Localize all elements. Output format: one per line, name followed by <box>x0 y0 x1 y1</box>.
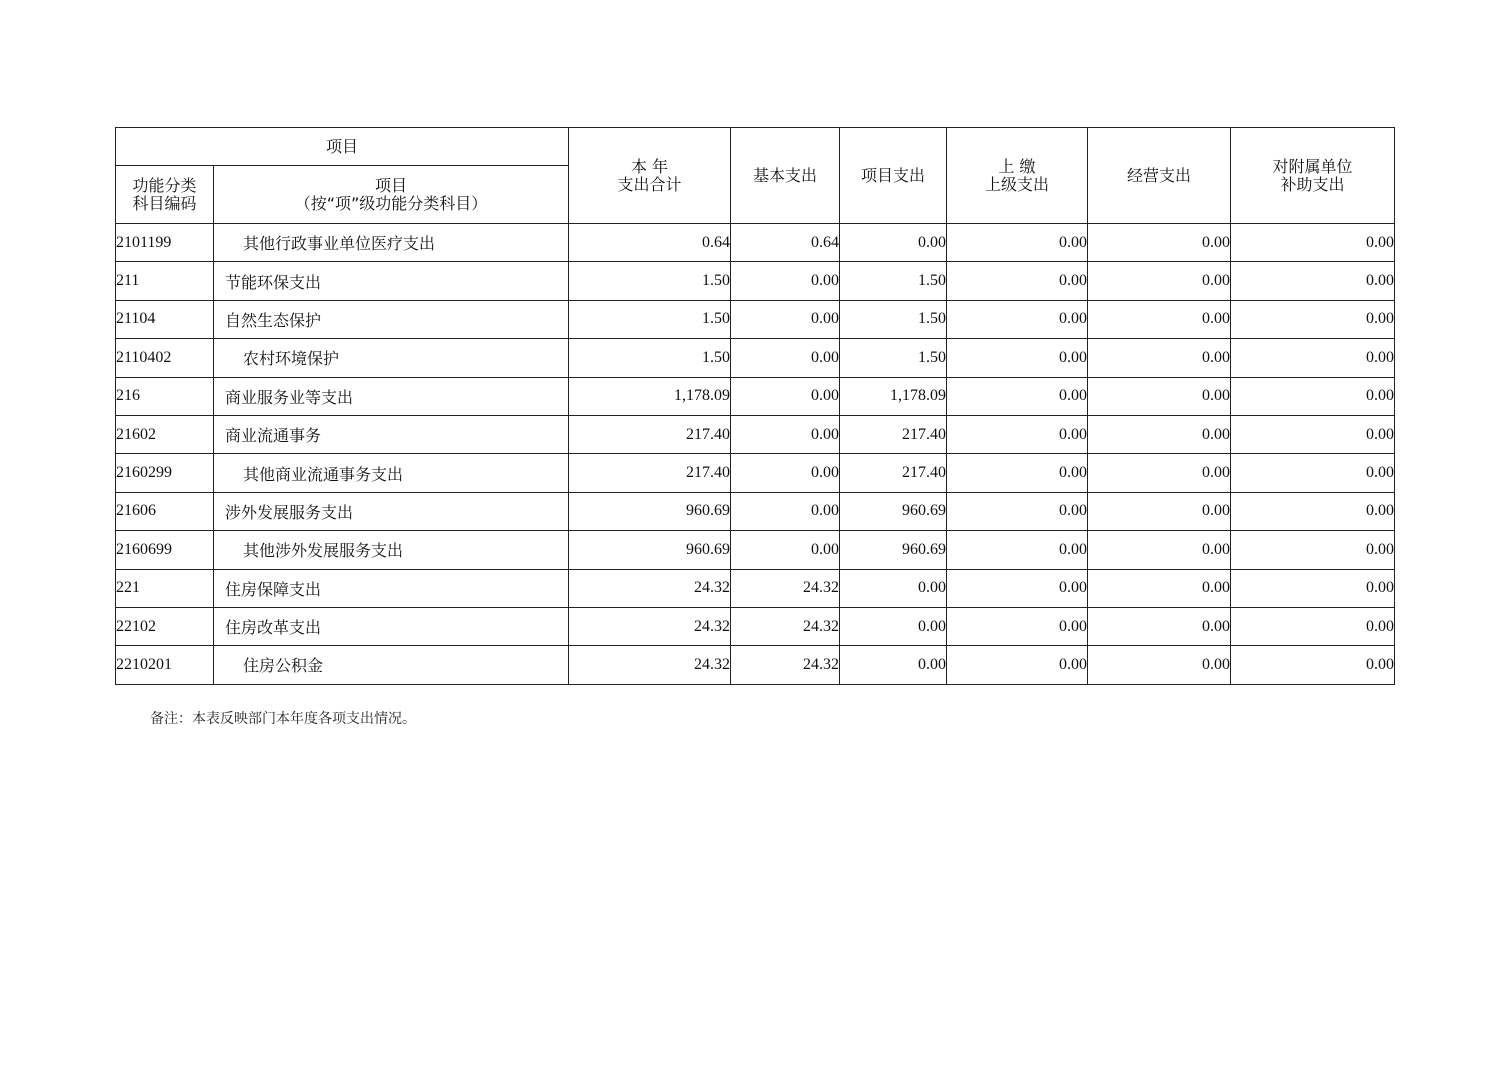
table-row <box>116 531 1395 569</box>
cell-project: 960.69 <box>840 531 947 569</box>
cell-total: 960.69 <box>569 531 731 569</box>
cell-name: 住房改革支出 <box>214 607 569 645</box>
cell-upper: 0.00 <box>947 607 1088 645</box>
header-upper-line2: 上级支出 <box>985 174 1050 194</box>
header-operation: 经营支出 <box>1088 128 1231 224</box>
header-name-line2: （按“项”级功能分类科目） <box>294 193 488 213</box>
header-name <box>214 166 569 224</box>
cell-subsidy: 0.00 <box>1231 415 1395 453</box>
cell-subsidy: 0.00 <box>1231 607 1395 645</box>
table-row <box>116 607 1395 645</box>
cell-basic: 0.00 <box>731 377 840 415</box>
cell-total: 960.69 <box>569 492 731 530</box>
cell-project: 217.40 <box>840 415 947 453</box>
cell-upper: 0.00 <box>947 646 1088 684</box>
cell-name: 节能环保支出 <box>214 262 569 300</box>
cell-project: 0.00 <box>840 607 947 645</box>
cell-name: 商业流通事务 <box>214 415 569 453</box>
cell-name: 自然生态保护 <box>214 300 569 338</box>
header-subsidy-line1: 对附属单位 <box>1272 156 1353 176</box>
header-code-line2: 科目编码 <box>132 193 197 213</box>
cell-operation: 0.00 <box>1088 531 1231 569</box>
cell-total: 217.40 <box>569 454 731 492</box>
cell-code: 2160699 <box>116 531 214 569</box>
cell-code: 2210201 <box>116 646 214 684</box>
header-code <box>116 166 214 224</box>
cell-code: 22102 <box>116 607 214 645</box>
cell-subsidy: 0.00 <box>1231 569 1395 607</box>
cell-name: 住房保障支出 <box>214 569 569 607</box>
cell-project: 0.00 <box>840 569 947 607</box>
cell-project: 1.50 <box>840 339 947 377</box>
cell-operation: 0.00 <box>1088 262 1231 300</box>
header-total-line2: 支出合计 <box>617 174 682 194</box>
cell-upper: 0.00 <box>947 224 1088 262</box>
header-code-line1: 功能分类 <box>132 175 197 195</box>
cell-project: 1.50 <box>840 262 947 300</box>
cell-name: 涉外发展服务支出 <box>214 492 569 530</box>
cell-total: 24.32 <box>569 569 731 607</box>
cell-basic: 0.00 <box>731 300 840 338</box>
header-total-line1: 本 年 <box>630 156 669 176</box>
cell-subsidy: 0.00 <box>1231 339 1395 377</box>
cell-upper: 0.00 <box>947 300 1088 338</box>
cell-operation: 0.00 <box>1088 646 1231 684</box>
cell-operation: 0.00 <box>1088 224 1231 262</box>
cell-operation: 0.00 <box>1088 492 1231 530</box>
cell-name: 其他行政事业单位医疗支出 <box>214 224 569 262</box>
cell-subsidy: 0.00 <box>1231 646 1395 684</box>
cell-code: 2160299 <box>116 454 214 492</box>
table-row <box>116 646 1395 684</box>
table-row <box>116 492 1395 530</box>
header-subsidy-line2: 补助支出 <box>1280 174 1345 194</box>
cell-upper: 0.00 <box>947 377 1088 415</box>
cell-upper: 0.00 <box>947 492 1088 530</box>
table-body <box>116 224 1395 685</box>
cell-total: 24.32 <box>569 646 731 684</box>
cell-name: 其他涉外发展服务支出 <box>214 531 569 569</box>
cell-project: 1,178.09 <box>840 377 947 415</box>
cell-name: 农村环境保护 <box>214 339 569 377</box>
cell-basic: 24.32 <box>731 607 840 645</box>
cell-project: 1.50 <box>840 300 947 338</box>
cell-operation: 0.00 <box>1088 607 1231 645</box>
cell-operation: 0.00 <box>1088 454 1231 492</box>
table-row <box>116 262 1395 300</box>
cell-basic: 24.32 <box>731 646 840 684</box>
cell-code: 21104 <box>116 300 214 338</box>
cell-project: 0.00 <box>840 646 947 684</box>
cell-operation: 0.00 <box>1088 569 1231 607</box>
table-row <box>116 569 1395 607</box>
cell-total: 1.50 <box>569 262 731 300</box>
cell-operation: 0.00 <box>1088 300 1231 338</box>
cell-upper: 0.00 <box>947 531 1088 569</box>
cell-total: 217.40 <box>569 415 731 453</box>
header-total <box>569 128 731 224</box>
header-subsidy <box>1231 128 1395 224</box>
cell-upper: 0.00 <box>947 415 1088 453</box>
cell-code: 2110402 <box>116 339 214 377</box>
cell-upper: 0.00 <box>947 569 1088 607</box>
cell-operation: 0.00 <box>1088 339 1231 377</box>
header-upper-line1: 上 缴 <box>998 156 1036 176</box>
cell-code: 21606 <box>116 492 214 530</box>
cell-basic: 0.00 <box>731 531 840 569</box>
cell-subsidy: 0.00 <box>1231 377 1395 415</box>
table-row <box>116 224 1395 262</box>
cell-upper: 0.00 <box>947 262 1088 300</box>
cell-name: 商业服务业等支出 <box>214 377 569 415</box>
cell-operation: 0.00 <box>1088 377 1231 415</box>
cell-subsidy: 0.00 <box>1231 454 1395 492</box>
cell-subsidy: 0.00 <box>1231 224 1395 262</box>
table-note: 备注：本表反映部门本年度各项支出情况。 <box>150 711 416 727</box>
cell-operation: 0.00 <box>1088 415 1231 453</box>
cell-upper: 0.00 <box>947 454 1088 492</box>
cell-name: 其他商业流通事务支出 <box>214 454 569 492</box>
cell-total: 1.50 <box>569 300 731 338</box>
cell-basic: 0.00 <box>731 415 840 453</box>
cell-total: 0.64 <box>569 224 731 262</box>
expenditure-table <box>115 127 1395 685</box>
cell-total: 1.50 <box>569 339 731 377</box>
cell-code: 21602 <box>116 415 214 453</box>
cell-basic: 0.00 <box>731 262 840 300</box>
cell-subsidy: 0.00 <box>1231 300 1395 338</box>
cell-project: 217.40 <box>840 454 947 492</box>
table-row <box>116 377 1395 415</box>
header-name-line1: 项目 <box>375 175 408 195</box>
header-project: 项目支出 <box>840 128 947 224</box>
cell-subsidy: 0.00 <box>1231 531 1395 569</box>
cell-basic: 24.32 <box>731 569 840 607</box>
cell-code: 211 <box>116 262 214 300</box>
cell-total: 1,178.09 <box>569 377 731 415</box>
cell-code: 216 <box>116 377 214 415</box>
cell-basic: 0.00 <box>731 339 840 377</box>
cell-project: 960.69 <box>840 492 947 530</box>
cell-name: 住房公积金 <box>214 646 569 684</box>
cell-basic: 0.00 <box>731 454 840 492</box>
header-upper <box>947 128 1088 224</box>
cell-upper: 0.00 <box>947 339 1088 377</box>
cell-code: 221 <box>116 569 214 607</box>
cell-subsidy: 0.00 <box>1231 492 1395 530</box>
table-row <box>116 339 1395 377</box>
cell-basic: 0.00 <box>731 492 840 530</box>
header-item-group: 项目 <box>116 128 569 166</box>
table-row <box>116 415 1395 453</box>
header-basic: 基本支出 <box>731 128 840 224</box>
table-row <box>116 454 1395 492</box>
cell-code: 2101199 <box>116 224 214 262</box>
cell-project: 0.00 <box>840 224 947 262</box>
cell-basic: 0.64 <box>731 224 840 262</box>
table-row <box>116 300 1395 338</box>
cell-subsidy: 0.00 <box>1231 262 1395 300</box>
cell-total: 24.32 <box>569 607 731 645</box>
